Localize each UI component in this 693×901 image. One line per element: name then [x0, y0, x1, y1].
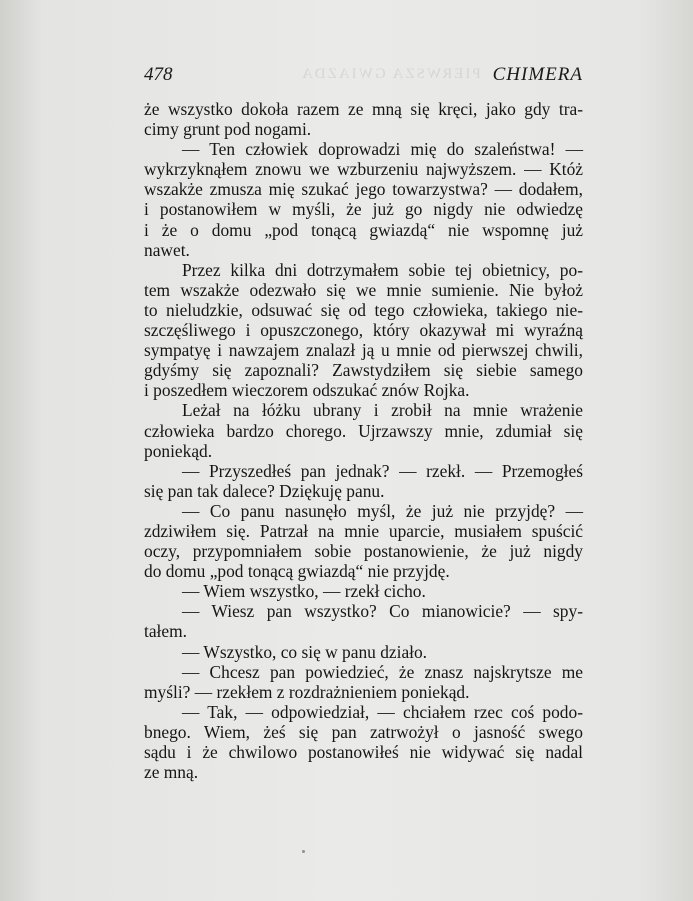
text-line: szczęśliwego i opuszczonego, który okazywał mi wyraźną: [144, 320, 583, 341]
running-title: CHIMERA: [492, 64, 583, 85]
text-line: do domu „pod tonącą gwiazdą“ nie przyjdę.: [144, 561, 450, 582]
text-line: sympatyę i nawzajem znalazł ją u mnie od pierwszej chwili,: [144, 340, 583, 361]
text-line: że wszystko dokoła razem ze mną się kręci, jako gdy tra-: [144, 99, 583, 119]
text-line: — Ten człowiek doprowadzi mię do szaleństwa! —: [182, 139, 583, 160]
text-line: oczy, przypomniałem sobie postanowienie, że już nigdy: [144, 541, 583, 562]
paper-speck: [302, 850, 305, 853]
text-line: — Co panu nasunęło myśl, że już nie przyjdę? —: [182, 500, 583, 521]
text-line: zdziwiłem się. Patrzał na mnie uparcie, musiałem spuścić: [144, 520, 583, 541]
text-line: wszakże zmusza mię szukać jego towarzystwa? — dodałem,: [144, 179, 583, 200]
text-line: nawet.: [144, 239, 190, 260]
text-line: się pan tak dalece? Dziękuję panu.: [144, 480, 385, 501]
text-line: i postanowiłem w myśli, że już go nigdy nie odwiedzę: [144, 199, 583, 220]
text-line: myśli? — rzekłem z rozdrażnieniem poniekąd.: [144, 681, 470, 702]
text-line: to nieludzkie, odsuwać się od tego człowieka, takiego nie-: [144, 299, 583, 320]
text-line: i poszedłem wieczorem odszukać znów Rojka.: [144, 380, 470, 401]
text-line: — Chcesz pan powiedzieć, że znasz najskrytsze me: [182, 661, 583, 682]
text-line: — Wiesz pan wszystko? Co mianowicie? — spy-: [182, 601, 583, 622]
text-line: tałem.: [144, 621, 187, 642]
page-header: [144, 64, 583, 88]
text-line: gdyśmy się zapoznali? Zawstydziłem się siebie samego: [144, 360, 583, 381]
bleed-through-text: PIERWSZA GWIAZDA: [300, 66, 481, 82]
text-line: bnego. Wiem, żeś się pan zatrwożył o jasność swego: [144, 721, 583, 742]
page-number: 478: [144, 64, 173, 85]
text-line: Leżał na łóżku ubrany i zrobił na mnie wrażenie: [182, 400, 583, 421]
text-line: Przez kilka dni dotrzymałem sobie tej obietnicy, po-: [182, 259, 583, 280]
body-text: [144, 99, 583, 782]
text-line: człowieka bardzo chorego. Ujrzawszy mnie, zdumiał się: [144, 420, 583, 441]
text-line: — Tak, — odpowiedział, — chciałem rzec coś podo-: [182, 701, 583, 722]
text-line: — Wszystko, co się w panu działo.: [182, 641, 428, 662]
text-line: wykrzyknąłem znowu we wzburzeniu najwyższem. — Któż: [144, 159, 583, 180]
text-line: — Przyszedłeś pan jednak? — rzekł. — Przemogłeś: [182, 460, 583, 481]
text-line: i że o domu „pod tonącą gwiazdą“ nie wspomnę już: [144, 219, 583, 240]
text-line: tem wszakże odezwało się we mnie sumienie. Nie byłoż: [144, 279, 583, 300]
text-line: sądu i że chwilowo postanowiłeś nie widywać się nadal: [144, 742, 583, 762]
text-line: poniekąd.: [144, 440, 213, 461]
text-line: ze mną.: [144, 762, 199, 783]
text-line: cimy grunt pod nogami.: [144, 119, 312, 140]
text-line: — Wiem wszystko, — rzekł cicho.: [182, 581, 426, 602]
